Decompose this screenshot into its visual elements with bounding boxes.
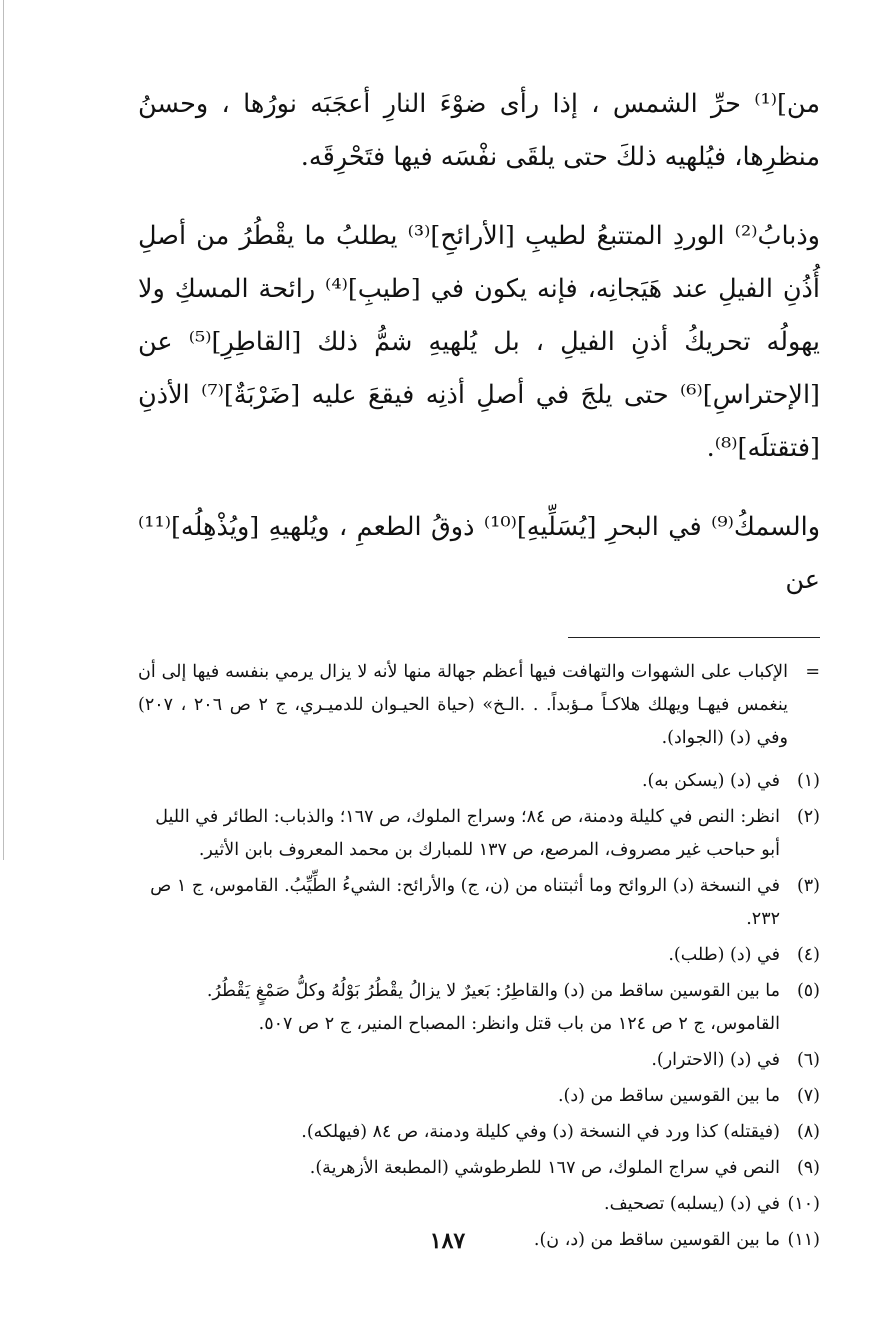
footnote-number: (٨) <box>796 1122 820 1142</box>
footnote-number: (٣) <box>796 876 820 896</box>
footnote-text: في (د) (طلب). <box>668 945 780 965</box>
footnote <box>138 975 820 1041</box>
continuation-mark: = <box>805 662 820 682</box>
footnote-text: في (د) (يسكن به). <box>641 771 780 791</box>
footnote-text: ما بين القوسين ساقط من (د). <box>557 1086 780 1106</box>
footnote <box>138 870 820 936</box>
footnote-number: (٧) <box>796 1086 820 1106</box>
footnote <box>138 1080 820 1113</box>
page <box>138 78 820 1260</box>
footnote <box>138 1116 820 1149</box>
footnote-text: ما بين القوسين ساقط من (د، ن). <box>533 1230 780 1250</box>
footnote-number: (٤) <box>796 945 820 965</box>
footnote <box>138 801 820 867</box>
footnote-continuation <box>138 656 820 755</box>
footnote-text: (فيقتله) كذا ورد في النسخة (د) وفي كليلة ودمنة، ص ٨٤ (فيهلكه). <box>301 1122 780 1142</box>
paragraph: وذبابُ⁽²⁾ الوردِ المتتبعُ لطيبِ [الأرائحِ]⁽³⁾ يطلبُ ما يقْطُرُ من أصلِ أُذُنِ الفيلِ عند هَيَجانِه، فإنه يكون في [طيبِ]⁽⁴⁾ رائحة المسكِ ولا يهولُه تحريكُ أذنِ الفيلِ ، بل يُلهيهِ شمُّ ذلك [القاطِرِ]⁽⁵⁾ عن [الإحتراسِ]⁽⁶⁾ حتى يلجَ في أصلِ أذنِه فيقعَ عليه [ضَرْبَةٌ]⁽⁷⁾ الأذنِ [فتقتلَه]⁽⁸⁾. <box>138 221 821 463</box>
footnote <box>138 1188 820 1221</box>
footnote-text: النص في سراج الملوك، ص ١٦٧ للطرطوشي (المطبعة الأزهرية). <box>309 1158 780 1178</box>
footnote-number: (١١) <box>787 1230 820 1250</box>
footnote-text: في النسخة (د) الروائح وما أثبتناه من (ن، ج) والأرائح: الشيءُ الطِّيِّبُ. القاموس، ج ١ ص ٢٣٢. <box>150 876 780 929</box>
footnote-number: (٦) <box>796 1050 820 1070</box>
margin-line <box>3 0 4 860</box>
footnote-separator <box>568 637 820 638</box>
footnote <box>138 1044 820 1077</box>
continuation-text: الإكباب على الشهوات والتهافت فيها أعظم جهالة منها لأنه لا يزال يرمي بنفسه فيها إلى أن ينغمس فيهـا ويهلك هلاكـاً مـؤبداً. . .الـخ» (حياة الحيـوان للدميـري، ج ٢ ص ٢٠٦ ، ٢٠٧) وفي (د) (الجواد). <box>138 662 788 748</box>
footnote-number: (٥) <box>796 981 820 1001</box>
footnote-number: (١) <box>796 771 820 791</box>
footnote-text: في (د) (يسلبه) تصحيف. <box>604 1194 780 1214</box>
footnote <box>138 1152 820 1185</box>
footnote <box>138 765 820 798</box>
footnote-number: (١٠) <box>787 1194 820 1214</box>
paragraph: والسمكُ⁽⁹⁾ في البحرِ [يُسَلِّيهِ]⁽¹⁰⁾ ذوقُ الطعمِ ، ويُلهيهِ [ويُذْهِلُه]⁽¹¹⁾ عن <box>138 512 821 595</box>
footnote-text: انظر: النص في كليلة ودمنة، ص ٨٤؛ وسراج الملوك، ص ١٦٧؛ والذباب: الطائر في الليل أبو حباحب غير مصروف، المرصع، ص ١٣٧ للمبارك بن محمد المعروف بابن الأثير. <box>155 807 780 860</box>
body-text <box>138 78 820 607</box>
page-number: ١٨٧ <box>429 1228 466 1254</box>
footnote-number: (٢) <box>796 807 820 827</box>
footnote-text: في (د) (الاحترار). <box>651 1050 780 1070</box>
footnotes-list <box>138 765 820 1257</box>
paragraph: من]⁽¹⁾ حرِّ الشمس ، إذا رأى ضوْءَ النارِ أعجَبَه نورُها ، وحسنُ منظرِها، فيُلهيه ذلكَ حتى يلقَى نفْسَه فيها فتَحْرِقَه. <box>138 89 820 172</box>
footnote <box>138 939 820 972</box>
footnote-text: ما بين القوسين ساقط من (د) والقاطِرُ: بَعيرٌ لا يزالُ يقْطُرُ بَوْلُهُ وكلُّ صَمْغٍ يَقْطُرُ. القاموس، ج ٢ ص ١٢٤ من باب قتل وانظر: المصباح المنير، ج ٢ ص ٥٠٧. <box>206 981 780 1034</box>
footnote-number: (٩) <box>796 1158 820 1178</box>
